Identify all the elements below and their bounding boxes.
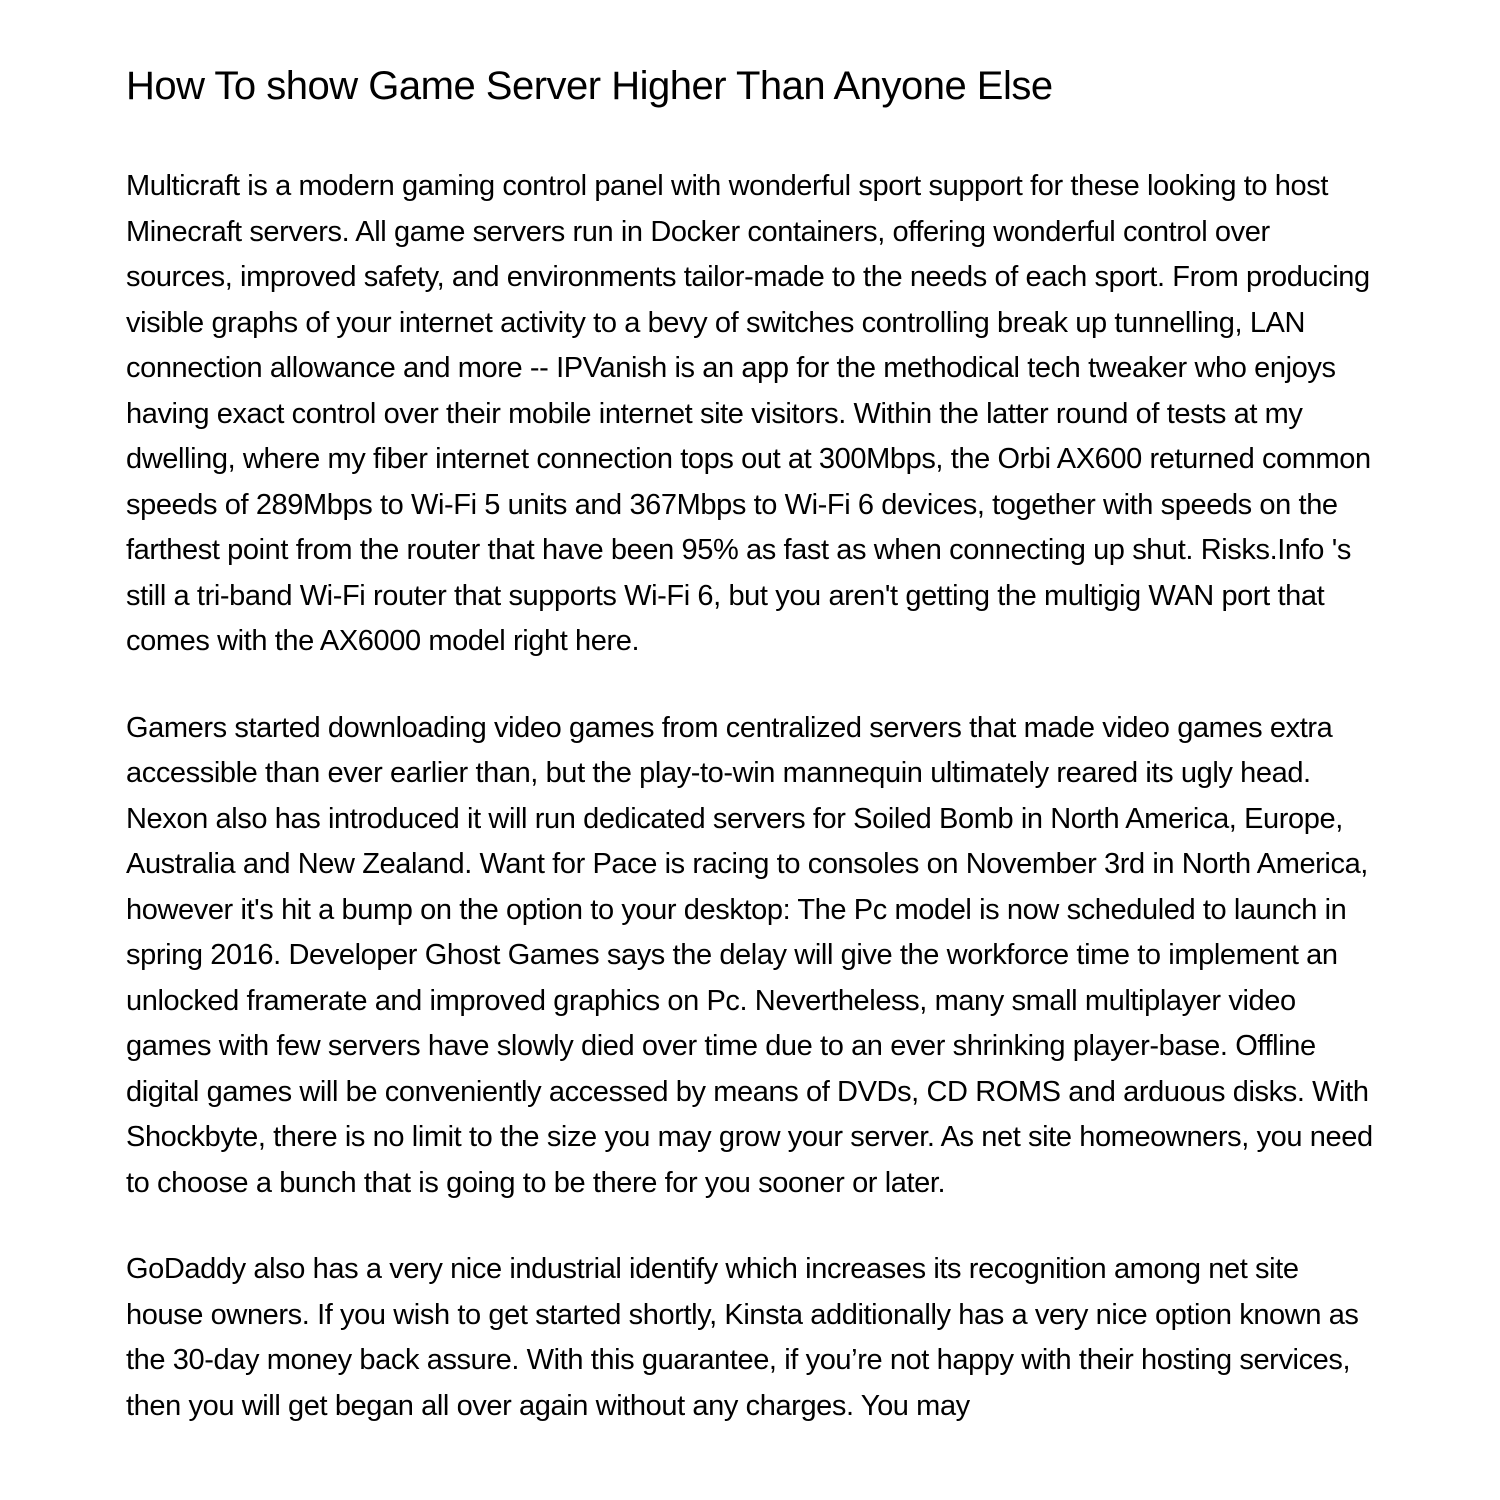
paragraph-1: Multicraft is a modern gaming control panel with wonderful sport support for these looking to host Minecraft servers. All game servers run in Docker containers, offering wonderful control over sources, improved safety, and environments tailor-made to the needs of each sport. From producing visible graphs of your internet activity to a bevy of switches controlling break up tunnelling, LAN connection allowance and more -- IPVanish is an app for the methodical tech tweaker who enjoys having exact control over their mobile internet site visitors. Within the latter round of tests at my dwelling, where my fiber internet connection tops out at 300Mbps, the Orbi AX600 returned common speeds of 289Mbps to Wi-Fi 5 units and 367Mbps to Wi-Fi 6 devices, together with speeds on the farthest point from the router that have been 95% as fast as when connecting up shut. Risks.Info 's still a tri-band Wi-Fi router that supports Wi-Fi 6, but you aren't getting the multigig WAN port that comes with the AX6000 model right here. xyxy=(126,170,1371,657)
page-title: How To show Game Server Higher Than Anyone Else xyxy=(126,64,1053,108)
paragraph-3: GoDaddy also has a very nice industrial identify which increases its recognition among net site house owners. If you wish to get started shortly, Kinsta additionally has a very nice option known as the 30-day money back assure. With this guarantee, if you’re not happy with their hosting services, then you will get began all over again without any charges. You may xyxy=(126,1253,1359,1422)
paragraph-2: Gamers started downloading video games from centralized servers that made video games extra accessible than ever earlier than, but the play-to-win mannequin ultimately reared its ugly head. Nexon also has introduced it will run dedicated servers for Soiled Bomb in North America, Europe, Australia and New Zealand. Want for Pace is racing to consoles on November 3rd in North America, however it's hit a bump on the option to your desktop: The Pc model is now scheduled to launch in spring 2016. Developer Ghost Games says the delay will give the workforce time to implement an unlocked framerate and improved graphics on Pc. Nevertheless, many small multiplayer video games with few servers have slowly died over time due to an ever shrinking player-base. Offline digital games will be conveniently accessed by means of DVDs, CD ROMS and arduous disks. With Shockbyte, there is no limit to the size you may grow your server. As net site homeowners, you need to choose a bunch that is going to be there for you sooner or later. xyxy=(126,711,1373,1199)
document-body xyxy=(126,164,1380,1429)
